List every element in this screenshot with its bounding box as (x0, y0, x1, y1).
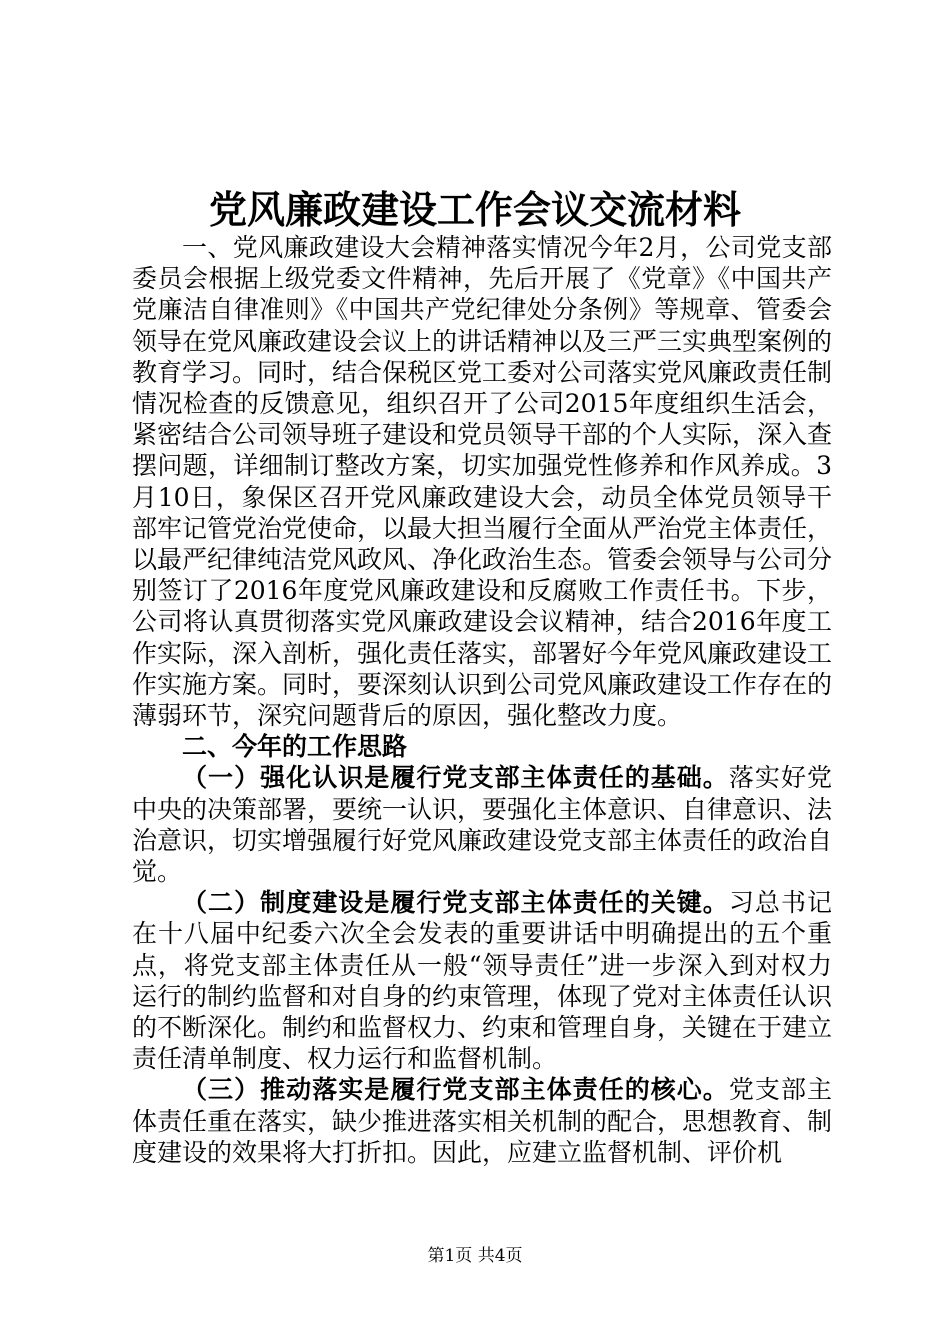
subsection-2 (132, 887, 832, 1074)
subsection-3 (132, 1074, 832, 1168)
document-title: 党风廉政建设工作会议交流材料 (208, 187, 741, 232)
subsection-1-lead: （一）强化认识是履行党支部主体责任的基础。 (182, 763, 729, 793)
subsection-1 (132, 762, 832, 887)
page-number-footer: 第1页 共4页 (427, 1246, 523, 1266)
subsection-1-text: 落实好党中央的决策部署，要统一认识，要强化主体意识、自律意识、法治意识，切实增强履行好党风廉政建设党支部主体责任的政治自觉。 (132, 763, 833, 887)
section-heading-work-ideas: 二、今年的工作思路 (182, 732, 408, 762)
subsection-3-text: 党支部主体责任重在落实，缺少推进落实相关机制的配合，思想教育、制度建设的效果将大打折扣。因此，应建立监督机制、评价机 (132, 1075, 833, 1167)
paragraph-implementation-status (132, 232, 832, 731)
document-body (132, 232, 832, 1168)
paragraph-text: 一、党风廉政建设大会精神落实情况今年2月，公司党支部委员会根据上级党委文件精神，先后开展了《党章》《中国共产党廉洁自律准则》《中国共产党纪律处分条例》等规章、管委会领导在党风廉政建设会议上的讲话精神以及三严三实典型案例的教育学习。同时，结合保税区党工委对公司落实党风廉政责任制情况检查的反馈意见，组织召开了公司2015年度组织生活会，紧密结合公司领导班子建设和党员领导干部的个人实际，深入查摆问题，详细制订整改方案，切实加强党性修养和作风养成。3月10日，象保区召开党风廉政建设大会，动员全体党员领导干部牢记管党治党使命，以最大担当履行全面从严治党主体责任，以最严纪律纯洁党风政风、净化政治生态。管委会领导与公司分别签订了2016年度党风廉政建设和反腐败工作责任书。下步，公司将认真贯彻落实党风廉政建设会议精神，结合2016年度工作实际，深入剖析，强化责任落实，部署好今年党风廉政建设工作实施方案。同时，要深刻认识到公司党风廉政建设工作存在的薄弱环节，深究问题背后的原因，强化整改力度。 (132, 233, 833, 731)
subsection-2-text: 习总书记在十八届中纪委六次全会发表的重要讲话中明确提出的五个重点，将党支部主体责任从一般“领导责任”进一步深入到对权力运行的制约监督和对自身的约束管理，体现了党对主体责任认识的不断深化。制约和监督权力、约束和管理自身，关键在于建立责任清单制度、权力运行和监督机制。 (132, 888, 833, 1074)
subsection-3-lead: （三）推动落实是履行党支部主体责任的核心。 (182, 1075, 729, 1105)
subsection-2-lead: （二）制度建设是履行党支部主体责任的关键。 (182, 888, 729, 918)
